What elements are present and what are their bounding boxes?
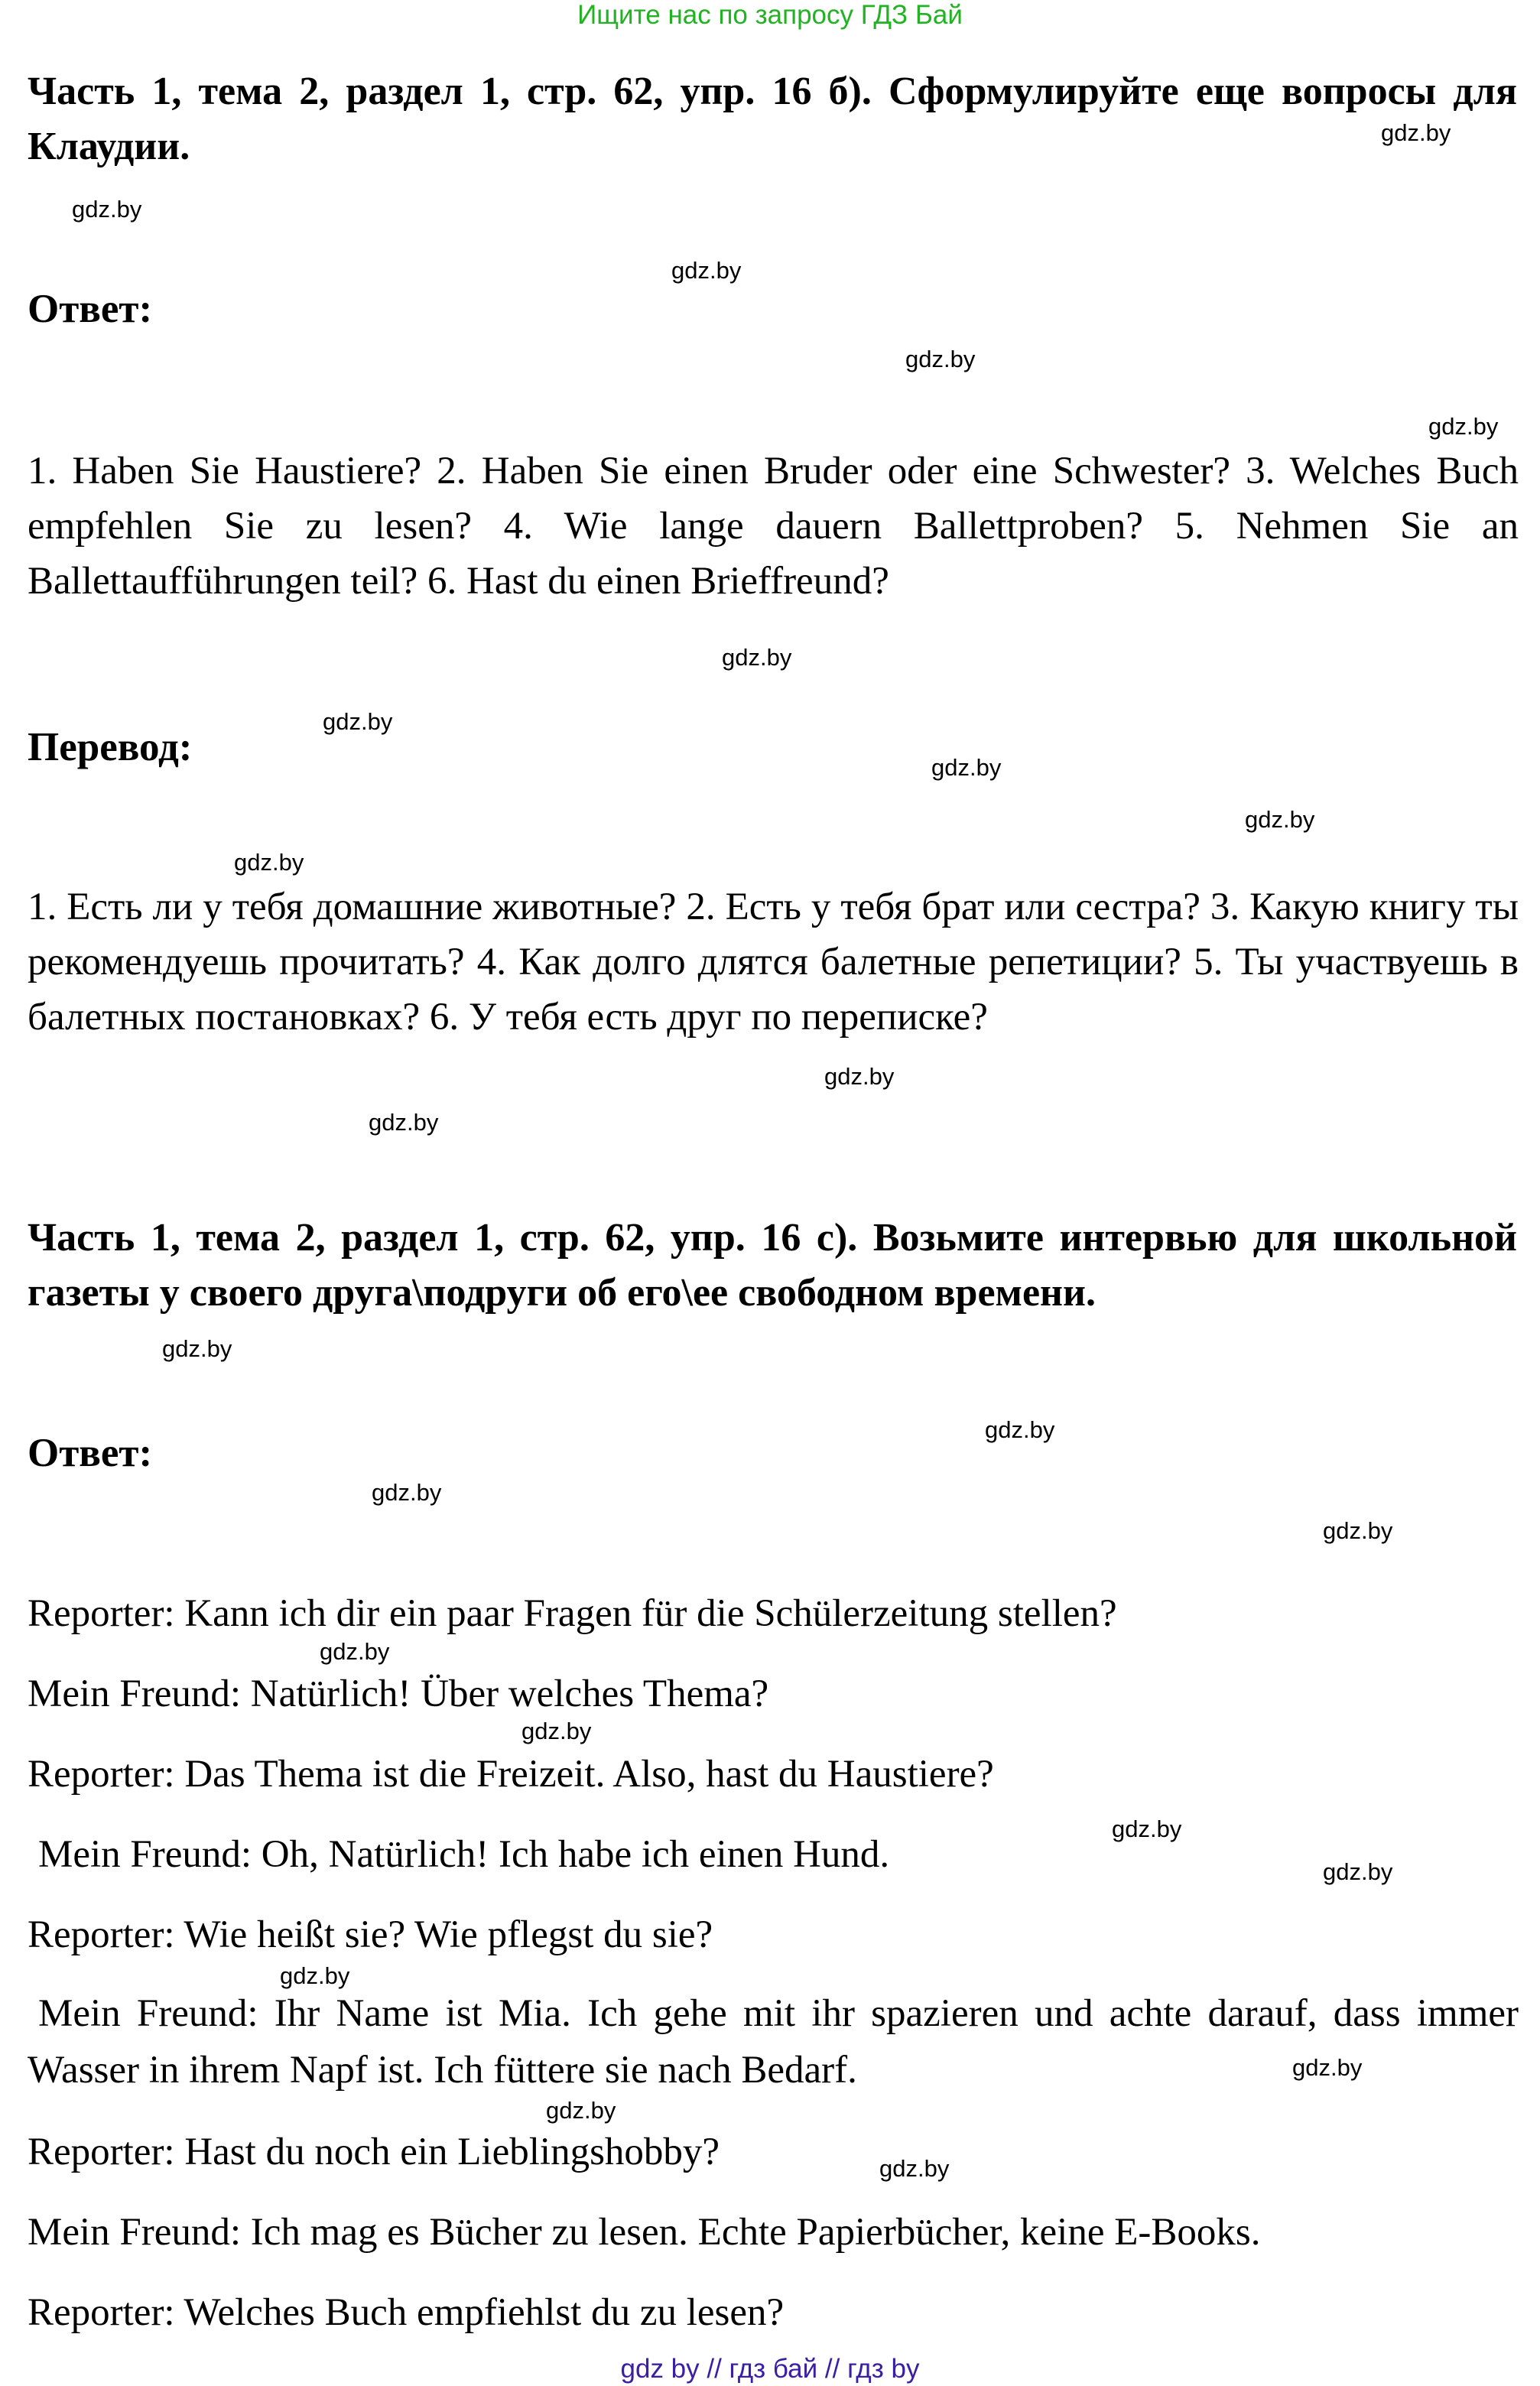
watermark: gdz.by	[234, 849, 304, 876]
watermark: gdz.by	[1323, 1517, 1393, 1544]
watermark: gdz.by	[824, 1063, 895, 1090]
watermark: gdz.by	[879, 2155, 950, 2182]
dialogue-line: Reporter: Welches Buch empfiehlst du zu lesen?	[28, 2291, 785, 2334]
watermark: gdz.by	[1428, 413, 1499, 440]
task1-heading: Часть 1, тема 2, раздел 1, стр. 62, упр. 16 б). Сформулируйте еще вопросы для Клаудии.	[28, 70, 1517, 168]
watermark: gdz.by	[72, 196, 142, 223]
dialogue-line: Mein Freund: Ich mag es Bücher zu lesen. Echte Papierbücher, keine E-Books.	[28, 2211, 1261, 2254]
watermark: gdz.by	[671, 257, 742, 284]
watermark: gdz.by	[1292, 2054, 1363, 2081]
watermark: gdz.by	[1381, 119, 1451, 146]
dialogue-line: Reporter: Hast du noch ein Lieblingshobby?	[28, 2131, 720, 2173]
task2-answer-label: Ответ:	[28, 1431, 153, 1475]
dialogue-line: Mein Freund: Natürlich! Über welches Thema?	[28, 1672, 769, 1715]
watermark: gdz.by	[372, 1479, 442, 1506]
dialogue-line: Reporter: Das Thema ist die Freizeit. Also, hast du Haustiere?	[28, 1753, 994, 1796]
watermark: gdz.by	[1245, 806, 1315, 833]
dialogue-line: Mein Freund: Ihr Name ist Mia. Ich gehe mit ihr spazieren und achte darauf, dass immer Wasser in ihrem Napf ist. Ich füttere sie nach Bedarf.	[28, 1992, 1519, 2092]
task1-translation-label: Перевод:	[28, 725, 193, 769]
watermark: gdz.by	[521, 1718, 592, 1744]
watermark: gdz.by	[1112, 1816, 1182, 1842]
watermark: gdz.by	[546, 2097, 616, 2124]
task1-answer-label: Ответ:	[28, 287, 153, 331]
task1-answer-text: 1. Haben Sie Haustiere? 2. Haben Sie einen Bruder oder eine Schwester? 3. Welches Buch empfehlen Sie zu lesen? 4. Wie lange dauern Ballettproben? 5. Nehmen Sie an Ballettaufführungen teil? 6. Hast du einen Brieffreund?	[28, 450, 1519, 603]
top-banner[interactable]: Ищите нас по запросу ГДЗ Бай	[577, 0, 963, 30]
dialogue-line: Reporter: Kann ich dir ein paar Fragen für die Schülerzeitung stellen?	[28, 1592, 1117, 1635]
watermark: gdz.by	[985, 1416, 1055, 1443]
watermark: gdz.by	[369, 1109, 439, 1136]
watermark: gdz.by	[162, 1335, 232, 1362]
dialogue-line: Mein Freund: Oh, Natürlich! Ich habe ich einen Hund.	[38, 1833, 890, 1876]
watermark: gdz.by	[931, 754, 1002, 781]
dialogue-line: Reporter: Wie heißt sie? Wie pflegst du sie?	[28, 1913, 713, 1956]
watermark: gdz.by	[320, 1638, 390, 1665]
task2-heading: Часть 1, тема 2, раздел 1, стр. 62, упр. 16 с). Возьмите интервью для школьной газеты у своего друга\подруги об его\ее свободном времени.	[28, 1216, 1517, 1315]
footer-links[interactable]: gdz by // гдз бай // гдз by	[620, 2354, 920, 2384]
watermark: gdz.by	[722, 644, 792, 671]
watermark: gdz.by	[905, 346, 976, 372]
task1-translation-text: 1. Есть ли у тебя домашние животные? 2. Есть у тебя брат или сестра? 3. Какую книгу ты рекомендуешь прочитать? 4. Как долго длятся балетные репетиции? 5. Ты участвуешь в балетных постановках? 6. У тебя есть друг по переписке?	[28, 886, 1519, 1039]
watermark: gdz.by	[1323, 1858, 1393, 1885]
watermark: gdz.by	[323, 708, 393, 735]
watermark: gdz.by	[280, 1962, 350, 1989]
